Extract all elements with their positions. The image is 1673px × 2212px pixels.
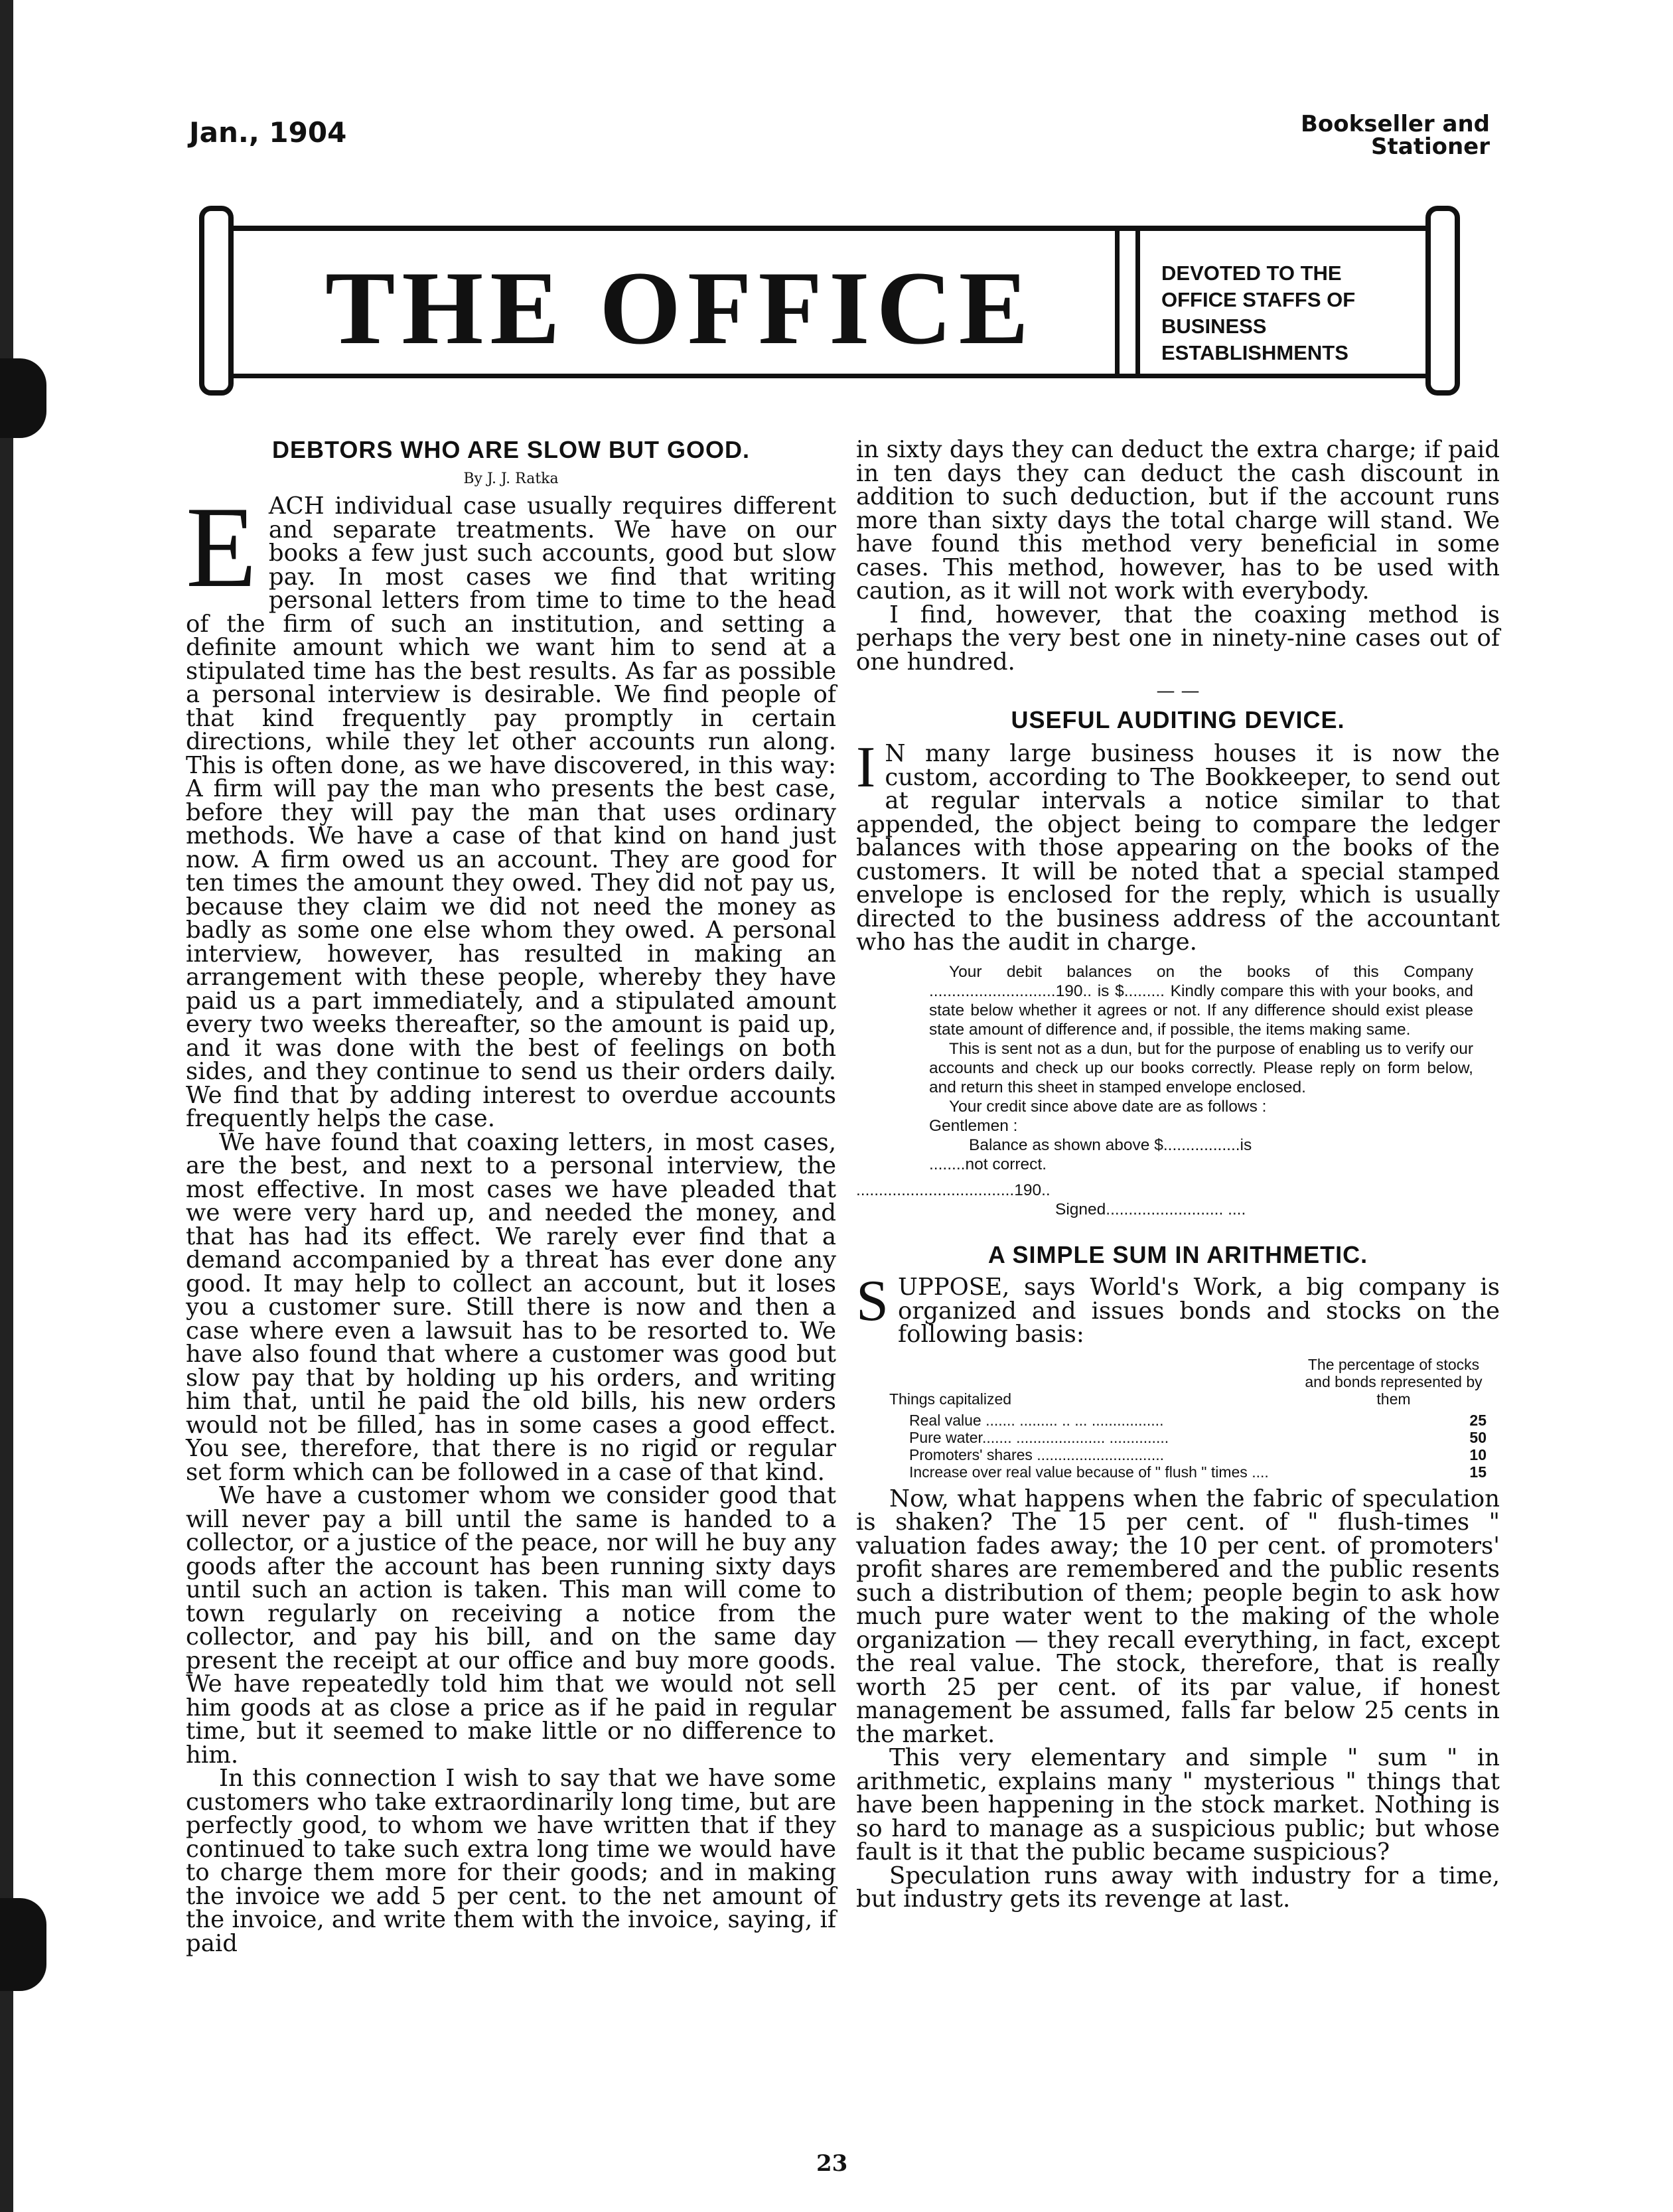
masthead-left-bracket bbox=[199, 206, 234, 396]
left-column bbox=[186, 438, 836, 1955]
page-number: 23 bbox=[816, 2150, 848, 2177]
row-label: Pure water....... ..................... .............. bbox=[909, 1428, 1169, 1446]
article-title-arithmetic: A SIMPLE SUM IN ARITHMETIC. bbox=[987, 1240, 1368, 1268]
table-header bbox=[889, 1356, 1487, 1408]
article2-paragraph-1: N many large business houses it is now the custom, according to The Bookkeeper, to send out at regular intervals a notice similar to that appended, the object being to compare the ledger balances with those appearing on the books of the customers. It will be noted that a special stamped envelope is enclosed for the reply, which is usually directed to the business address of the accountant who has the audit in charge. bbox=[856, 740, 1500, 956]
article3-paragraph-2: Now, what happens when the fabric of speculation is shaken? The 15 per cent. of " flush-times " valuation fades away; the 10 per cent. of promoters' profit shares are remembered and the public resents such a distribution of them; people begin to ask how much pure water went to the making of the whole organization — they recall everything, in fact, except the real value. The stock, therefore, that is really worth 25 per cent. of its par value, if honest management be assumed, falls far below 25 cents in the market. bbox=[856, 1485, 1500, 1748]
row-value: 10 bbox=[1469, 1445, 1487, 1463]
masthead-title: THE OFFICE bbox=[325, 250, 1036, 366]
notice-paragraph-2: This is sent not as a dun, but for the purpose of enabling us to verify our accounts and check up our books correctly. Please reply on form below, and return this sheet in stamped envelope enclosed. bbox=[929, 1039, 1473, 1096]
article1-paragraph-5: in sixty days they can deduct the extra charge; if paid in ten days they can deduct the cash discount in addition to such deduction, but if the account runs more than sixty days the total charge will stand. We have found this method very beneficial in some cases. This method, however, has to be used with caution, as it will not work with everybody. bbox=[856, 436, 1500, 605]
table-left-header: Things capitalized bbox=[889, 1390, 1012, 1408]
article-title-auditing: USEFUL AUDITING DEVICE. bbox=[1011, 705, 1345, 733]
article3-paragraph-1: UPPOSE, says World's Work, a big company is organized and issues bonds and stocks on the following basis: bbox=[897, 1274, 1500, 1348]
row-label: Increase over real value because of " flush " times .... bbox=[909, 1463, 1269, 1481]
article-title-debtors: DEBTORS WHO ARE SLOW BUT GOOD. bbox=[272, 436, 750, 463]
scan-punch-hole-top bbox=[0, 358, 46, 438]
drop-cap-s: S bbox=[856, 1269, 889, 1333]
row-value: 50 bbox=[1469, 1428, 1487, 1446]
article1-paragraph-2: We have found that coaxing letters, in most cases, are the best, and next to a personal interview, the most effective. In most cases we have pleaded that we were very hard up, and needed the money, and that has had its effect. We rarely ever find that a demand accompanied by a threat has ever done any good. It may help to collect an account, but it loses you a customer sure. Still there is now and then a case where even a lawsuit has to be resorted to. We have also found that where a customer was good but slow pay that by holding up his orders, and writing him that, until he paid the old bills, his new orders would not be filled, has in some cases a good effect. You see, therefore, that there is no rigid or regular set form which can be followed in a case of that kind. bbox=[186, 1128, 836, 1486]
table-row bbox=[889, 1463, 1487, 1481]
notice-paragraph-1: Your debit balances on the books of this Company ............................190.. is $......... Kindly compare this with your books, and state below whether it agrees or not. If any difference should exist please state amount of difference and, if possible, the items making same. bbox=[929, 962, 1473, 1039]
running-head-line-1: Bookseller and bbox=[1301, 111, 1490, 137]
running-head-line-2: Stationer bbox=[1371, 133, 1490, 160]
article1-paragraph-6: I find, however, that the coaxing method is perhaps the very best one in ninety-nine cases out of one hundred. bbox=[856, 601, 1500, 676]
drop-cap-e: E bbox=[186, 482, 257, 611]
scan-binding-edge bbox=[0, 0, 13, 2212]
article3-paragraph-3: This very elementary and simple " sum " in arithmetic, explains many " mysterious " things that have been happening in the stock market. Nothing is so hard to manage as a suspicious public; but whose fault is it that the public became suspicious? bbox=[856, 1744, 1500, 1866]
masthead-right-bracket bbox=[1425, 206, 1460, 396]
row-label: Real value ....... ......... .. ... ................. bbox=[909, 1411, 1164, 1429]
table-row bbox=[889, 1446, 1487, 1463]
capitalization-table bbox=[889, 1356, 1487, 1481]
row-label: Promoters' shares .............................. bbox=[909, 1445, 1164, 1463]
drop-cap-i: I bbox=[856, 735, 876, 800]
notice-paragraph-3: Your credit since above date are as follows : bbox=[949, 1097, 1267, 1116]
article1-paragraph-1: ACH individual case usually requires different and separate treatments. We have on our books a few just such accounts, good but slow pay. In most cases we find that writing personal letters from time to time to the head of the firm of such an institution, and setting a definite amount which we want him to send at a stipulated time has the best results. As far as possible a personal interview is desirable. We find people of that kind frequently pay promptly in certain directions, while they let other accounts run along. This is often done, as we have discovered, in this way: A firm will pay the man who presents the best case, before they will pay the man that uses ordinary methods. We have a case of that kind on hand just now. A firm owed us an account. They are good for ten times the amount they owed. They did not pay us, because they claim we did not need the money as badly as some one else whom they owed. A personal interview, however, has resulted in making an arrangement with these people, whereby they have paid us a part immediately, and a stipulated amount every two weeks thereafter, so the amount is paid up, and it was done with the best of feelings on both sides, and they continue to send us their orders daily. We find that by adding interest to overdue accounts frequently helps the case. bbox=[186, 492, 836, 1132]
masthead-tagline: DEVOTED TO THE OFFICE STAFFS OF BUSINESS ESTABLISHMENTS bbox=[1161, 261, 1356, 364]
article1-paragraph-3: We have a customer whom we consider good that will never pay a bill until the same is handed to a collector, or a justice of the peace, nor will he buy any goods after the account has been running sixty days until such an action is taken. This man will come to town regularly on receiving a notice from the collector, and pay his bill, and on the same day present the receipt at our office and buy more goods. We have repeatedly told him that we would not sell him goods at as close a price as if he paid in regular time, but it seemed to make little or no difference to him. bbox=[186, 1482, 836, 1769]
row-value: 15 bbox=[1469, 1463, 1487, 1481]
audit-notice-form bbox=[929, 962, 1473, 1174]
masthead bbox=[199, 199, 1460, 398]
table-row bbox=[889, 1412, 1487, 1429]
section-separator: — — bbox=[1156, 680, 1200, 701]
running-head-date: Jan., 1904 bbox=[189, 116, 347, 149]
article-byline: By J. J. Ratka bbox=[463, 470, 559, 487]
masthead-divider bbox=[1115, 226, 1140, 377]
table-right-header: The percentage of stocks and bonds represented by them bbox=[1305, 1355, 1483, 1408]
scan-punch-hole-bottom bbox=[0, 1898, 46, 1991]
running-head-publication bbox=[1301, 113, 1490, 158]
notice-signed-line: Signed.......................... .... bbox=[1055, 1200, 1246, 1218]
row-value: 25 bbox=[1469, 1411, 1487, 1429]
table-row bbox=[889, 1429, 1487, 1446]
article3-paragraph-4: Speculation runs away with industry for a time, but industry gets its revenge at last. bbox=[856, 1862, 1500, 1913]
notice-not-correct-line: ........not correct. bbox=[929, 1155, 1047, 1173]
notice-balance-line: Balance as shown above $.................is bbox=[969, 1136, 1252, 1154]
notice-salutation: Gentlemen : bbox=[929, 1116, 1018, 1135]
notice-date-line: ...................................190.. bbox=[856, 1181, 1051, 1199]
right-column bbox=[856, 438, 1500, 1911]
article1-paragraph-4: In this connection I wish to say that we have some customers who take extraordinarily long time, but are perfectly good, to whom we have written that if they continued to take such extra long time we would have to charge them more for their goods; and in making the invoice we add 5 per cent. to the net amount of the invoice, and write them with the invoice, saying, if paid bbox=[186, 1765, 836, 1957]
